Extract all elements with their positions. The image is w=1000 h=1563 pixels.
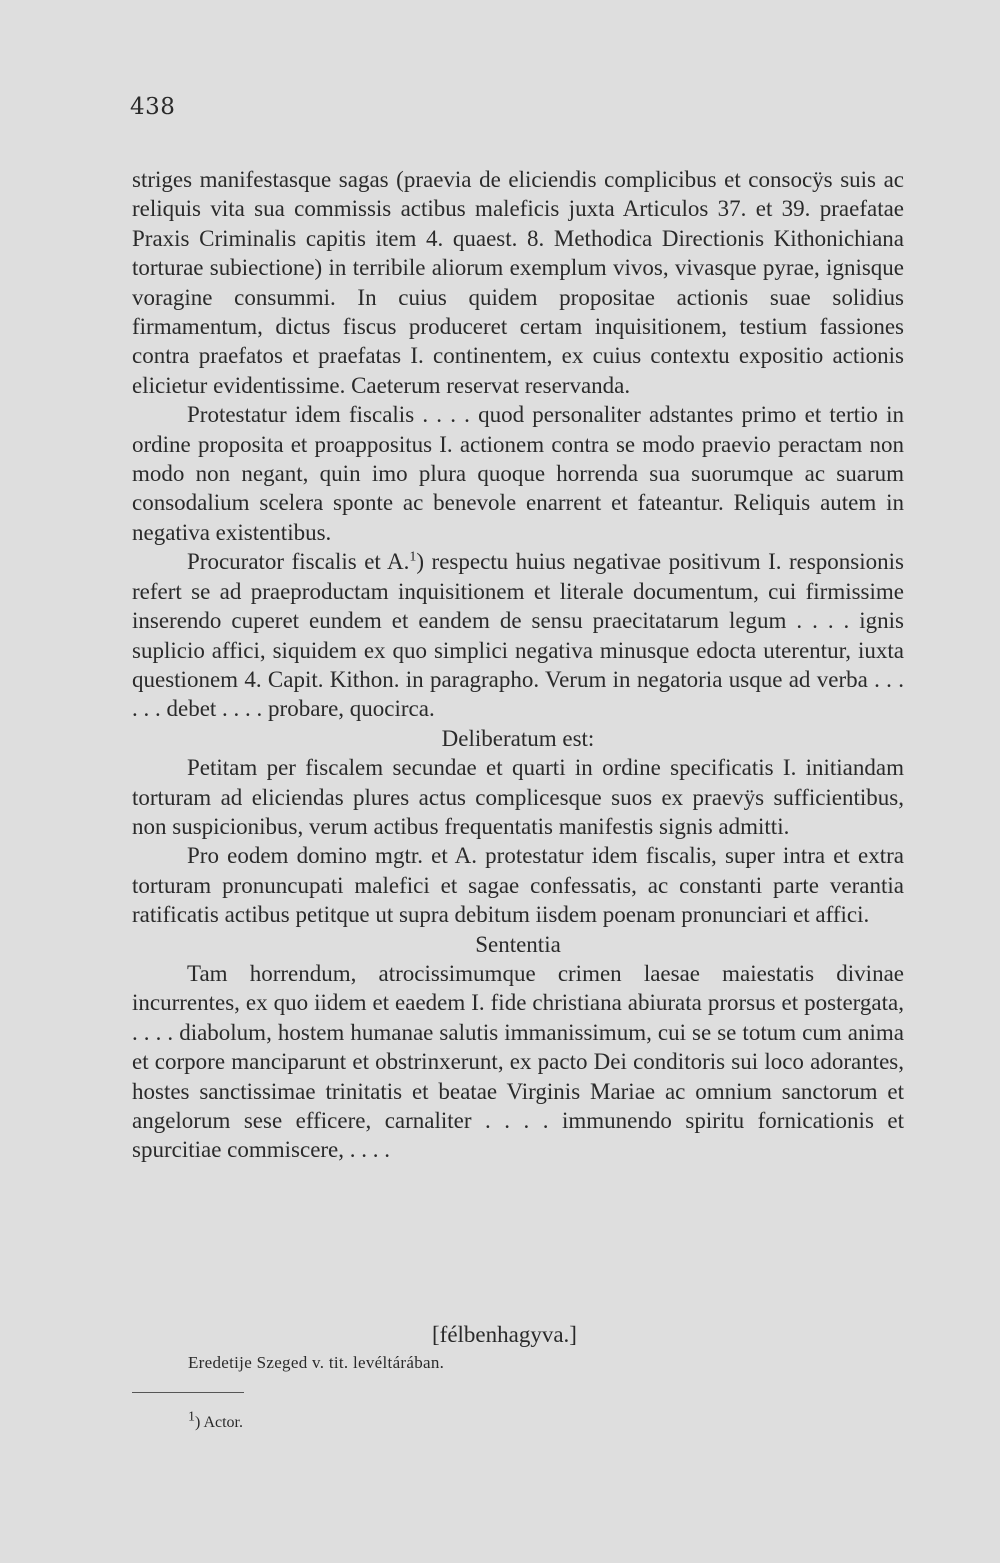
paragraph-2: Protestatur idem fiscalis . . . . quod personaliter adstantes primo et tertio in ordine proposita et proappositus I. actionem contra se modo praevio peractam non modo non negant, quin imo plura quoque horrenda sua suorumque ac suarum consodalium scelera sponte ac benevole enarrent et fateantur. Reliquis autem in negativa existentibus. bbox=[132, 402, 904, 545]
footnote-divider bbox=[132, 1392, 244, 1393]
footnote: 1) Actor. bbox=[188, 1409, 243, 1431]
paragraph-3: Procurator fiscalis et A.$^1$) respectu huius negativae positivum I. responsionis refert se ad praeproductam inquisitionem et literale documentum, cui firmissime inserendo cuperet eundem et eandem de sensu praecitatarum legum . . . . ignis suplicio affici, siquidem ex quo simplici negativa minusque edocta uterentur, iuxta questionem 4. Capit. Kithon. in paragrapho. Verum in negatoria usque ad verba . . . . . . debet . . . . probare, quocirca. bbox=[132, 549, 904, 722]
footnote-marker: 1 bbox=[188, 1409, 195, 1425]
missing-note: [félbenhagyva.] bbox=[432, 1322, 577, 1347]
heading-sententia: Sententia bbox=[475, 931, 561, 957]
heading-deliberatum: Deliberatum est: bbox=[441, 725, 595, 751]
paragraph-1: striges manifestasque sagas (praevia de eliciendis complicibus et consocÿs suis ac reliquis vita sua commissis actibus maleficis juxta Articulos 37. et 39. praefatae Praxis Criminalis capitis item 4. quaest. 8. Methodica Directionis Kithonichiana torturae subiectione) in terribile aliorum exemplum vivos, vivasque pyrae, ignisque voragine consummi. In cuius quidem propositae actionis suae solidius firmamentum, dictus fiscus produceret certam inquisitionem, testium fassiones contra praefatos et praefatas I. continentem, ex cuius contextu expositio actionis elicietur evidentissime. Caeterum reservat reservanda. bbox=[132, 167, 904, 398]
paragraph-3-lead: Procurator fiscalis et A. bbox=[187, 549, 410, 575]
footnote-text: Actor. bbox=[200, 1414, 243, 1431]
source-note: Eredetije Szeged v. tit. levéltárában. bbox=[188, 1353, 445, 1372]
body-text bbox=[132, 165, 904, 1165]
paragraph-3-rest: respectu huius negativae positivum I. responsionis refert se ad praeproductam inquisitionem et literale documentum, cui firmissime inserendo cuperet eundem et eandem de sensu praecitatarum legum . . . . ignis suplicio affici, siquidem ex quo simplici negativa minusque edocta uterentur, iuxta questionem 4. Capit. Kithon. in paragrapho. Verum in negatoria usque ad verba . . . . . . debet . . . . probare, quocirca. bbox=[132, 549, 904, 722]
paragraph-5: Pro eodem domino mgtr. et A. protestatur idem fiscalis, super intra et extra torturam pronuncupati malefici et sagae confessatis, ac constanti parte verantia ratificatis actibus petitque ut supra debitum iisdem poenam pronunciari et affici. bbox=[132, 843, 904, 928]
footnote-ref: 1 bbox=[409, 549, 417, 565]
page-number: 438 bbox=[130, 94, 176, 120]
paragraph-6: Tam horrendum, atrocissimumque crimen laesae maiestatis divinae incurrentes, ex quo iidem et eaedem I. fide christiana abiurata prorsus et postergata, . . . . diabolum, hostem humanae salutis immanissimum, cui se se totum cum anima et corpore manciparunt et obstrinxerunt, ex pacto Dei conditoris sui loco adorantes, hostes sanctissimae trinitatis et beatae Virginis Mariae ac omnium sanctorum et angelorum sese efficere, carnaliter . . . . immunendo spiritu fornicationis et spurcitiae commiscere, . . . . bbox=[132, 960, 904, 1163]
paragraph-4: Petitam per fiscalem secundae et quarti in ordine specificatis I. initiandam torturam ad eliciendas plures actus complicesque suos ex praevÿs sufficientibus, non suspicionibus, verum actibus frequentatis manifestis signis admitti. bbox=[132, 755, 904, 839]
